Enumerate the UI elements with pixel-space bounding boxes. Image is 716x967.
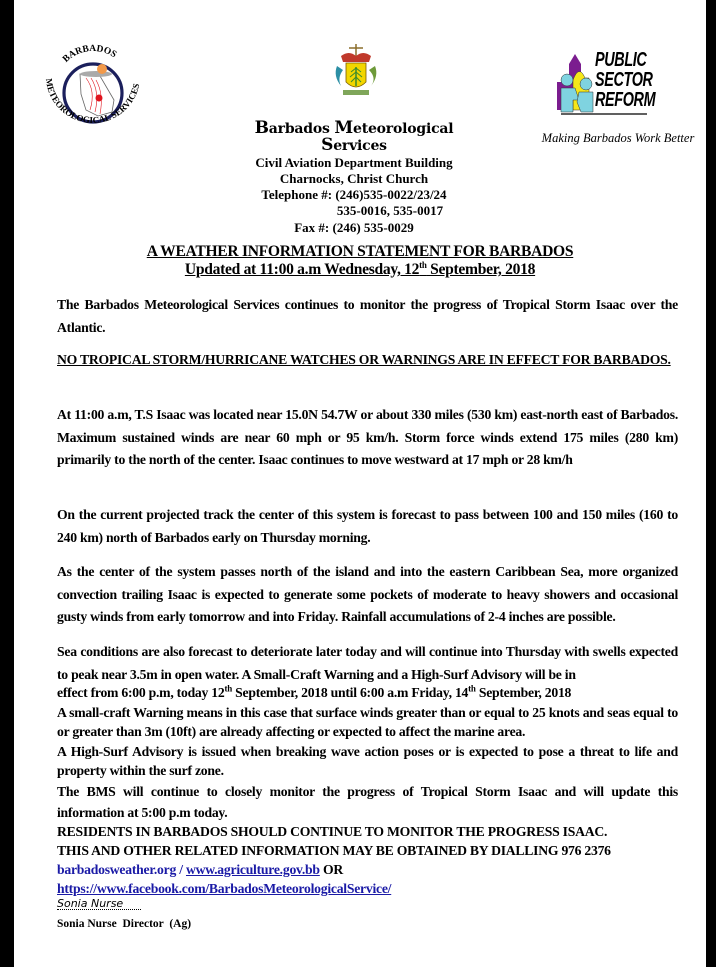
sea-conditions-block bbox=[57, 683, 678, 781]
bms-logo bbox=[38, 36, 148, 136]
org-name-cap: B bbox=[254, 118, 269, 138]
signatory-name: Sonia Nurse Director (Ag) bbox=[57, 918, 192, 930]
psr-line-reform: REFORM bbox=[595, 89, 656, 111]
storm-position-paragraph: At 11:00 a.m, T.S Isaac was located near 15.0N 54.7W or about 330 miles (530 km) east-north east of Barbados. Maximum sustained winds are near 60 mph or 95 km/h. Storm force winds extend 175 miles (280 km) primarily to the north of the center. Isaac continues to move westward at 17 mph or 28 km/h bbox=[57, 407, 678, 467]
small-craft-definition: A small-craft Warning means in this case that surface winds greater than or equal to 25 knots and seas equal to or greater than 3m (10ft) are already affecting or expected to affect the marine area. bbox=[57, 704, 678, 739]
subtitle-text: Updated at 11:00 a.m Wednesday, 12 bbox=[184, 261, 420, 278]
address-location: Charnocks, Christ Church bbox=[279, 170, 429, 186]
public-sector-reform-logo bbox=[555, 50, 665, 125]
document-title: A WEATHER INFORMATION STATEMENT FOR BARBADOS bbox=[146, 243, 574, 260]
barbadosweather-link[interactable]: barbadosweather.org bbox=[57, 862, 177, 877]
coat-of-arms-icon bbox=[331, 42, 381, 102]
subtitle-sup: th bbox=[419, 259, 427, 270]
fax: Fax #: (246) 535-0029 bbox=[294, 219, 414, 235]
psr-line-sector: SECTOR bbox=[595, 69, 653, 91]
effect-text: September, 2018 until 6:00 a.m Friday, 14 bbox=[232, 685, 469, 700]
high-surf-definition: A High-Surf Advisory is issued when breaking wave action poses or is expected to pose a threat to life and property within the surf zone. bbox=[57, 743, 678, 778]
projected-track-paragraph: On the current projected track the center of this system is forecast to pass between 100 and 150 miles (160 to 240 km) north of Barbados early on Thursday morning. bbox=[57, 507, 678, 545]
bms-logo-text-bottom: METEOROLOGICAL SERVICES bbox=[43, 77, 142, 126]
org-name-cap: M bbox=[334, 118, 353, 138]
dialling-notice: THIS AND OTHER RELATED INFORMATION MAY BE OBTAINED BY DIALLING 976 2376 bbox=[57, 843, 611, 858]
psr-tagline: Making Barbados Work Better bbox=[541, 131, 695, 145]
link-separator: / bbox=[176, 862, 186, 877]
agriculture-link[interactable]: www.agriculture.gov.bb bbox=[185, 862, 320, 877]
signature-line bbox=[57, 909, 141, 910]
closing-block bbox=[57, 822, 678, 898]
effect-sup: th bbox=[468, 683, 476, 694]
effect-text: effect from 6:00 p.m, today 12 bbox=[57, 685, 225, 700]
org-name-cap: S bbox=[321, 135, 334, 156]
psr-line-public: PUBLIC bbox=[595, 49, 647, 71]
address-building: Civil Aviation Department Building bbox=[255, 154, 453, 170]
org-name-part: eteorological bbox=[352, 121, 454, 137]
document-page bbox=[14, 0, 706, 967]
link-or: OR bbox=[319, 862, 343, 877]
effect-sup: th bbox=[224, 683, 232, 694]
subtitle-text: September, 2018 bbox=[426, 261, 536, 278]
residents-notice: RESIDENTS IN BARBADOS SHOULD CONTINUE TO MONITOR THE PROGRESS ISAAC. bbox=[57, 824, 608, 839]
org-name-part: arbados bbox=[268, 121, 335, 137]
document-subtitle bbox=[14, 261, 706, 279]
warning-notice: NO TROPICAL STORM/HURRICANE WATCHES OR WARNINGS ARE IN EFFECT FOR BARBADOS. bbox=[57, 352, 671, 367]
telephone: Telephone #: (246)535-0022/23/24 bbox=[261, 187, 447, 203]
telephone-additional: 535-0016, 535-0017 bbox=[336, 203, 444, 219]
sea-conditions-paragraph: Sea conditions are also forecast to deteriorate later today and will continue into Thursday with swells expected to peak near 3.5m in open water. A Small-Craft Warning and a High-Surf Advisory will be in bbox=[57, 644, 678, 682]
advisory-effect-period bbox=[57, 683, 678, 703]
rainfall-paragraph: As the center of the system passes north of the island and into the eastern Caribbean Sea, more organized convection trailing Isaac is expected to generate some pockets of moderate to heavy showers and occasional gusty winds from early tomorrow and into Friday. Rainfall accumulations of 2-4 inches are possible. bbox=[57, 564, 678, 624]
effect-text: September, 2018 bbox=[475, 685, 572, 700]
facebook-link[interactable]: https://www.facebook.com/BarbadosMeteorologicalService/ bbox=[57, 881, 392, 896]
letterhead bbox=[234, 120, 474, 236]
bms-logo-text-top: BARBADOS bbox=[61, 43, 118, 65]
update-paragraph: The BMS will continue to closely monitor the progress of Tropical Storm Isaac and will update this information at 5:00 p.m today. bbox=[57, 784, 678, 820]
org-name-part: ervices bbox=[333, 138, 387, 155]
links-line bbox=[57, 860, 678, 879]
signature: Sonia Nurse bbox=[57, 897, 124, 910]
intro-paragraph: The Barbados Meteorological Services continues to monitor the progress of Tropical Storm Isaac over the Atlantic. bbox=[57, 297, 678, 335]
organization-name bbox=[234, 120, 474, 155]
